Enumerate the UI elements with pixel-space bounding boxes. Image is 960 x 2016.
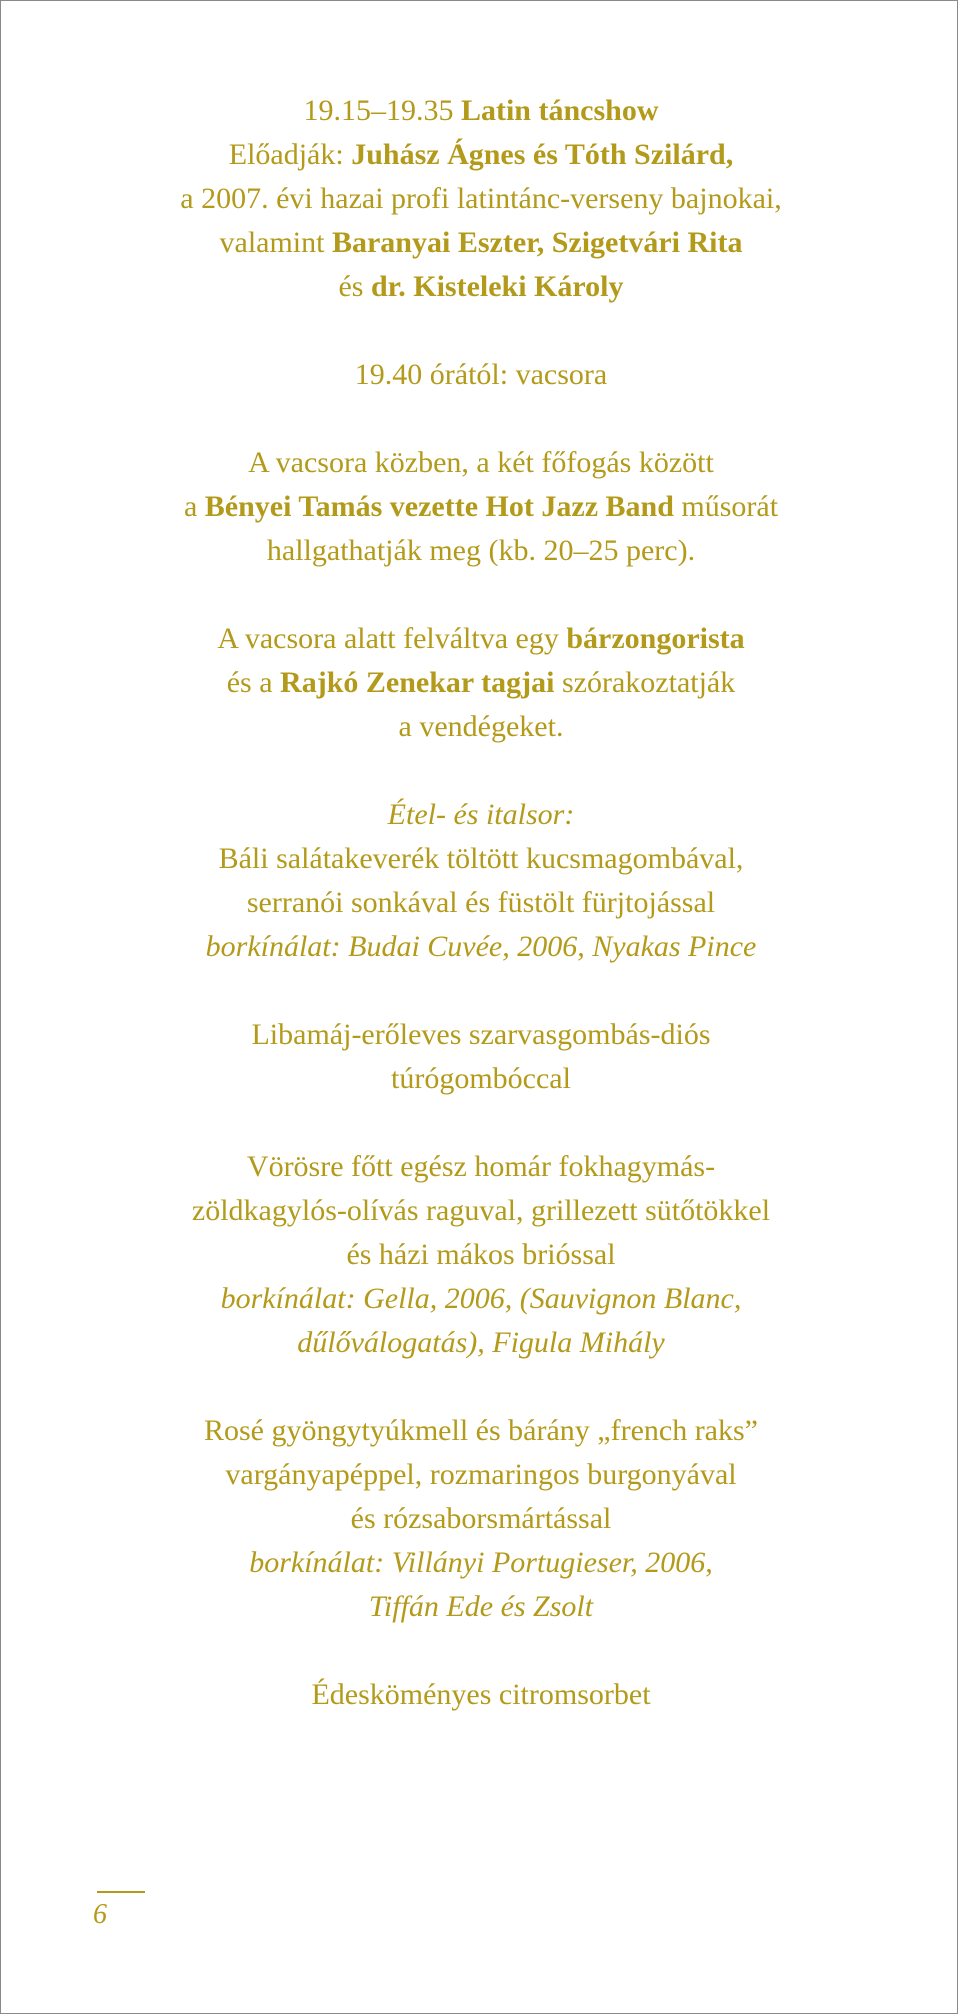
also-performers-line-2 (61, 265, 901, 309)
dinner-time: 19.40 órától: vacsora (354, 358, 608, 391)
performers-main: Juhász Ágnes és Tóth Szilárd, (351, 138, 734, 171)
course-2-line-2: túrógombóccal (391, 1062, 571, 1095)
band-name: Bényei Tamás vezette Hot Jazz Band (204, 490, 674, 523)
course-4-line-3: és rózsaborsmártással (350, 1502, 612, 1535)
course-1-line-1: Báli salátakeverék töltött kucsmagombával, (218, 842, 744, 875)
entertainment-orchestra: Rajkó Zenekar tagjai (280, 666, 555, 699)
entertainment-prefix-2: és a (226, 666, 281, 699)
also-prefix: valamint (219, 226, 332, 259)
show-title: Latin táncshow (460, 94, 659, 127)
course-1-wine: borkínálat: Budai Cuvée, 2006, Nyakas Pince (205, 930, 757, 963)
band-suffix: műsorát (673, 490, 779, 523)
spacer (61, 573, 901, 617)
also-and: és (338, 270, 371, 303)
course-3-wine-1: borkínálat: Gella, 2006, (Sauvignon Blanc, (220, 1282, 742, 1315)
performers-line (61, 133, 901, 177)
menu-heading: Étel- és italsor: (387, 798, 575, 831)
course-1-line-2: serranói sonkával és füstölt fürjtojással (246, 886, 716, 919)
performers-prefix: Előadják: (228, 138, 352, 171)
course-4-line-2: vargányapéppel, rozmaringos burgonyával (225, 1458, 737, 1491)
course-3-wine-2: dűlőválogatás), Figula Mihály (297, 1326, 665, 1359)
entertainment-line-2 (61, 661, 901, 705)
footer-rule (97, 1891, 145, 1893)
spacer (61, 397, 901, 441)
band-line-1: A vacsora közben, a két főfogás között (248, 446, 714, 479)
entertainment-line-3: a vendégeket. (398, 710, 564, 743)
performers-desc: a 2007. évi hazai profi latintánc-verseny bajnokai, (180, 182, 782, 215)
also-names-2: dr. Kisteleki Károly (370, 270, 624, 303)
also-performers-line (61, 221, 901, 265)
course-3-line-2: zöldkagylós-olívás raguval, grillezett sütőtökkel (191, 1194, 771, 1227)
course-3-line-3: és házi mákos brióssal (346, 1238, 616, 1271)
band-prefix: a (183, 490, 205, 523)
spacer (61, 1365, 901, 1409)
course-4-wine-1: borkínálat: Villányi Portugieser, 2006, (249, 1546, 713, 1579)
page-number: 6 (93, 1899, 107, 1930)
spacer (61, 1101, 901, 1145)
also-names-1: Baranyai Eszter, Szigetvári Rita (331, 226, 743, 259)
spacer (61, 749, 901, 793)
entertainment-pianist: bárzongorista (566, 622, 745, 655)
course-2-line-1: Libamáj-erőleves szarvasgombás-diós (251, 1018, 711, 1051)
show-time-line (61, 89, 901, 133)
band-line-3: hallgathatják meg (kb. 20–25 perc). (266, 534, 696, 567)
dessert: Édesköményes citromsorbet (311, 1678, 651, 1711)
entertainment-line-1 (61, 617, 901, 661)
course-3-line-1: Vörösre főtt egész homár fokhagymás- (246, 1150, 716, 1183)
band-line-2 (61, 485, 901, 529)
entertainment-prefix-1: A vacsora alatt felváltva egy (217, 622, 567, 655)
spacer (61, 309, 901, 353)
program-content (61, 89, 901, 1717)
course-4-wine-2: Tiffán Ede és Zsolt (368, 1590, 594, 1623)
spacer (61, 969, 901, 1013)
entertainment-suffix-2: szórakoztatják (554, 666, 736, 699)
course-4-line-1: Rosé gyöngytyúkmell és bárány „french raks” (204, 1414, 758, 1447)
show-time: 19.15–19.35 (303, 94, 461, 127)
spacer (61, 1629, 901, 1673)
